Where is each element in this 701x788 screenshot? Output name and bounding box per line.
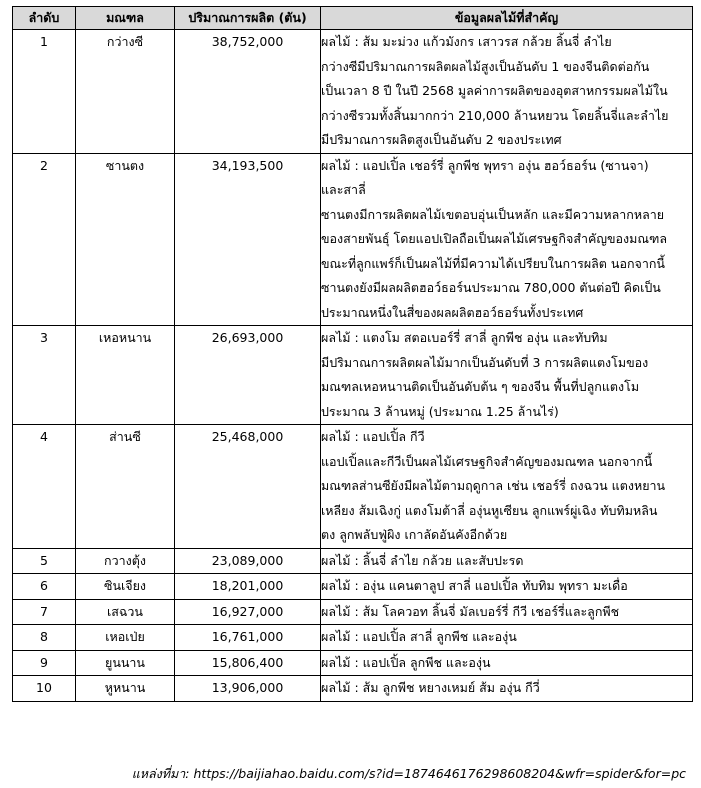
fruit-info-line: ซานตงมีการผลิตผลไม้เขตอบอุ่นเป็นหลัก และมีความหลากหลาย: [321, 206, 665, 222]
province-cell: เหอหนาน: [76, 326, 175, 425]
table-row: [13, 625, 693, 651]
header-province: มณฑล: [76, 7, 175, 30]
amount-cell: 13,906,000: [175, 676, 321, 702]
rank-cell: 2: [13, 153, 76, 326]
fruit-info-line: แอปเปิ้ลและกีวีเป็นผลไม้เศรษฐกิจสำคัญของมณฑล นอกจากนี้: [321, 453, 653, 469]
table-header-row: [13, 7, 693, 30]
province-cell: ซานตง: [76, 153, 175, 326]
header-amount: ปริมาณการผลิต (ตัน): [175, 7, 321, 30]
fruit-info-line: กว่างซีรวมทั้งสิ้นมากกว่า 210,000 ล้านหยวน โดยลิ้นจี่และลำไย: [321, 107, 669, 123]
rank-cell: 9: [13, 650, 76, 676]
fruit-info-line: และสาลี่: [321, 182, 366, 197]
amount-cell: 38,752,000: [175, 30, 321, 154]
fruit-info-line: ซานตงยังมีผลผลิตฮอว์ธอร์นประมาณ 780,000 ตันต่อปี คิดเป็น: [321, 280, 661, 295]
rank-cell: 7: [13, 599, 76, 625]
fruit-info-line: มีปริมาณการผลิตสูงเป็นอันดับ 2 ของประเทศ: [321, 132, 562, 147]
amount-cell: 16,761,000: [175, 625, 321, 651]
table-row: [13, 425, 693, 549]
table-row: [13, 650, 693, 676]
fruit-info-line: เหลียง ส้มเฉิงกู่ แตงโมต้าลี่ องุ่นหูเซียน ลูกแพร์ผู่เฉิง ทับทิมหลิน: [321, 502, 658, 518]
fruit-info-cell: [321, 153, 693, 326]
table-row: [13, 30, 693, 154]
fruit-info-line: ผลไม้ : แอปเปิ้ล สาลี่ ลูกพีช และองุ่น: [321, 629, 517, 644]
province-cell: เหอเป่ย: [76, 625, 175, 651]
fruit-info-line: มณฑลส่านซียังมีผลไม้ตามฤดูกาล เช่น เชอร์รี่ ถงฉวน แตงหยาน: [321, 478, 666, 493]
province-cell: ซินเจียง: [76, 574, 175, 600]
rank-cell: 5: [13, 548, 76, 574]
fruit-info-cell: [321, 574, 693, 600]
province-cell: กวางตุ้ง: [76, 548, 175, 574]
province-cell: ยูนนาน: [76, 650, 175, 676]
amount-cell: 16,927,000: [175, 599, 321, 625]
fruit-info-line: ผลไม้ : ส้ม โลควอท ลิ้นจี่ มัลเบอร์รี่ กีวี เชอร์รี่และลูกพีช: [321, 603, 620, 619]
table-row: [13, 574, 693, 600]
fruit-info-line: ผลไม้ : ส้ม ลูกพีช หยางเหมย์ ส้ม องุ่น กีวี่: [321, 680, 540, 695]
fruit-info-line: มณฑลเหอหนานติดเป็นอันดับต้น ๆ ของจีน พื้นที่ปลูกแตงโม: [321, 379, 640, 394]
amount-cell: 34,193,500: [175, 153, 321, 326]
rank-cell: 10: [13, 676, 76, 702]
fruit-info-line: ผลไม้ : แอปเปิ้ล เชอร์รี่ ลูกพีช พุทรา องุ่น ฮอว์ธอร์น (ซานจา): [321, 157, 649, 173]
fruit-info-line: ประมาณ 3 ล้านหมู่ (ประมาณ 1.25 ล้านไร่): [321, 403, 559, 419]
table-body: [13, 30, 693, 702]
province-cell: หูหนาน: [76, 676, 175, 702]
fruit-info-cell: [321, 425, 693, 549]
fruit-info-line: ประมาณหนึ่งในสี่ของผลผลิตฮอว์ธอร์นทั้งประเทศ: [321, 304, 584, 320]
table-row: [13, 153, 693, 326]
rank-cell: 4: [13, 425, 76, 549]
fruit-info-cell: [321, 650, 693, 676]
province-cell: ส่านซี: [76, 425, 175, 549]
header-rank: ลำดับ: [13, 7, 76, 30]
fruit-info-line: เป็นเวลา 8 ปี ในปี 2568 มูลค่าการผลิตของอุตสาหกรรมผลไม้ใน: [321, 83, 668, 98]
fruit-info-line: ผลไม้ : ส้ม มะม่วง แก้วมังกร เสาวรส กล้วย ลิ้นจี่ ลำไย: [321, 34, 612, 49]
province-cell: กว่างซี: [76, 30, 175, 154]
fruit-info-line: ผลไม้ : แอปเปิ้ล ลูกพีช และองุ่น: [321, 654, 491, 670]
fruit-info-line: ตง ลูกพลับฟู่ผิง เกาลัดอันคังอีกด้วย: [321, 527, 508, 542]
header-info: ข้อมูลผลไม้ที่สำคัญ: [321, 7, 693, 30]
fruit-info-line: ผลไม้ : ลิ้นจี่ ลำไย กล้วย และสับปะรด: [321, 552, 524, 568]
fruit-info-cell: [321, 30, 693, 154]
fruit-info-line: ขณะที่ลูกแพร์ก็เป็นผลไม้ที่มีความได้เปรียบในการผลิต นอกจากนี้: [321, 255, 665, 271]
fruit-info-line: ผลไม้ : แตงโม สตอเบอร์รี่ สาลี่ ลูกพีช องุ่น และทับทิม: [321, 330, 608, 345]
fruit-info-line: กว่างซีมีปริมาณการผลิตผลไม้สูงเป็นอันดับ 1 ของจีนติดต่อกัน: [321, 58, 650, 74]
table-row: [13, 599, 693, 625]
amount-cell: 26,693,000: [175, 326, 321, 425]
source-citation: แหล่งที่มา: https://baijiahao.baidu.com/s?id=1874646176298608204&wfr=spider&for=pc: [131, 766, 686, 781]
rank-cell: 3: [13, 326, 76, 425]
fruit-info-cell: [321, 548, 693, 574]
fruit-info-line: ผลไม้ : แอปเปิ้ล กีวี: [321, 429, 425, 444]
fruit-info-line: ผลไม้ : องุ่น แคนตาลูป สาลี่ แอปเปิ้ล ทับทิม พุทรา มะเดื่อ: [321, 578, 628, 593]
rank-cell: 8: [13, 625, 76, 651]
amount-cell: 15,806,400: [175, 650, 321, 676]
rank-cell: 1: [13, 30, 76, 154]
rank-cell: 6: [13, 574, 76, 600]
table-row: [13, 548, 693, 574]
fruit-info-line: มีปริมาณการผลิตผลไม้มากเป็นอันดับที่ 3 การผลิตแตงโมของ: [321, 354, 649, 370]
amount-cell: 23,089,000: [175, 548, 321, 574]
amount-cell: 18,201,000: [175, 574, 321, 600]
fruit-info-cell: [321, 599, 693, 625]
province-cell: เสฉวน: [76, 599, 175, 625]
fruit-production-table: [12, 6, 693, 702]
fruit-info-cell: [321, 326, 693, 425]
fruit-info-cell: [321, 676, 693, 702]
fruit-info-line: ของสายพันธุ์ โดยแอปเปิลถือเป็นผลไม้เศรษฐกิจสำคัญของมณฑล: [321, 231, 668, 246]
amount-cell: 25,468,000: [175, 425, 321, 549]
table-row: [13, 326, 693, 425]
fruit-info-cell: [321, 625, 693, 651]
table-row: [13, 676, 693, 702]
